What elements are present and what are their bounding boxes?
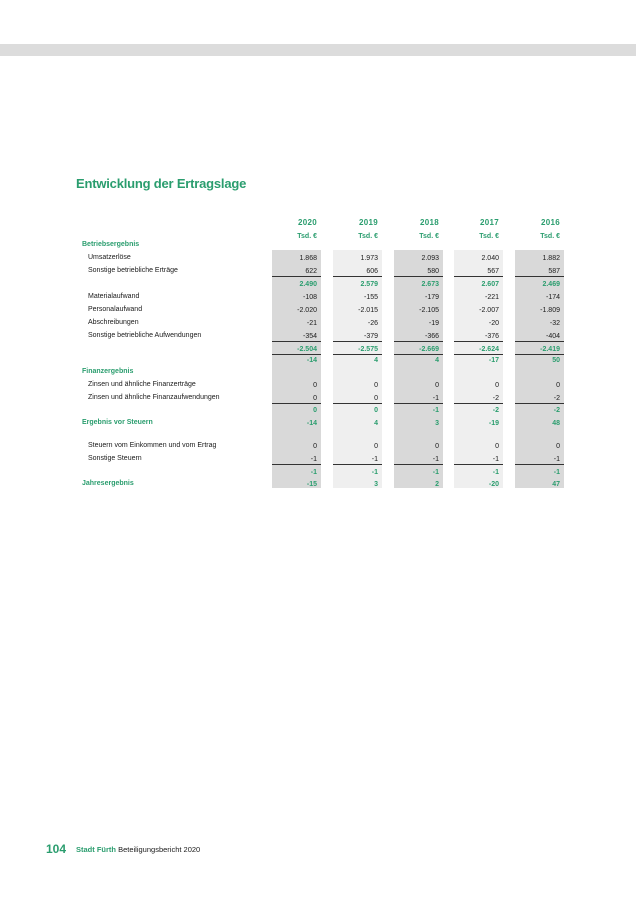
table-cell: -2.504 <box>272 344 321 355</box>
footer-brand: Stadt Fürth <box>76 845 116 854</box>
table-cell: -19 <box>428 320 439 327</box>
section-heading: Jahresergebnis <box>82 480 134 487</box>
table-cell: 0 <box>313 382 317 389</box>
table-cell: 1.868 <box>299 255 317 262</box>
table-cell: -221 <box>484 294 499 301</box>
table-cell: -2 <box>553 407 560 414</box>
row-label: Steuern vom Einkommen und vom Ertrag <box>88 442 217 449</box>
table-cell: -379 <box>333 331 382 342</box>
year-header: 2020 <box>298 218 317 227</box>
table-cell: 0 <box>556 443 560 450</box>
table-cell: -2 <box>454 393 503 404</box>
table-cell: -376 <box>454 331 503 342</box>
table-cell: -1 <box>394 454 443 465</box>
table-cell: 580 <box>394 266 443 277</box>
table-cell: 606 <box>333 266 382 277</box>
table-cell: 2.673 <box>421 281 439 288</box>
table-cell: 0 <box>374 407 378 414</box>
table-cell: -1 <box>553 469 560 476</box>
table-cell: 2.469 <box>542 281 560 288</box>
table-cell: 0 <box>435 443 439 450</box>
row-label: Zinsen und ähnliche Finanzerträge <box>88 381 196 388</box>
year-header: 2017 <box>480 218 499 227</box>
section-heading: Finanzergebnis <box>82 368 134 375</box>
table-cell: 2 <box>435 481 439 488</box>
page-number: 104 <box>46 842 67 856</box>
table-cell: -2 <box>515 393 564 404</box>
table-cell: 567 <box>454 266 503 277</box>
table-cell: -2.624 <box>454 344 503 355</box>
unit-header: Tsd. € <box>419 233 439 240</box>
table-cell: 2.607 <box>481 281 499 288</box>
table-cell: -366 <box>394 331 443 342</box>
table-cell: -1 <box>371 469 378 476</box>
table-cell: -32 <box>549 320 560 327</box>
page-title: Entwicklung der Ertragslage <box>76 176 247 191</box>
table-cell: -20 <box>488 320 499 327</box>
table-cell: 587 <box>515 266 564 277</box>
table-cell: -155 <box>363 294 378 301</box>
table-cell: -108 <box>302 294 317 301</box>
table-cell: 0 <box>556 382 560 389</box>
header-bar <box>0 44 636 56</box>
table-cell: 47 <box>552 481 560 488</box>
unit-header: Tsd. € <box>540 233 560 240</box>
table-cell: -1 <box>432 469 439 476</box>
table-cell: 2.490 <box>299 281 317 288</box>
table-cell: -2.105 <box>419 307 439 314</box>
unit-header: Tsd. € <box>297 233 317 240</box>
table-cell: 0 <box>272 393 321 404</box>
footer-text <box>76 845 200 854</box>
table-cell: -14 <box>306 420 317 427</box>
footer-report-title: Beteiligungsbericht 2020 <box>116 845 201 854</box>
table-cell: -14 <box>306 357 317 364</box>
table-cell: 2.093 <box>421 255 439 262</box>
year-header: 2019 <box>359 218 378 227</box>
table-cell: 4 <box>435 357 439 364</box>
table-cell: 4 <box>374 420 378 427</box>
table-cell: 0 <box>435 382 439 389</box>
table-cell: -179 <box>424 294 439 301</box>
table-cell: 0 <box>374 443 378 450</box>
table-cell: 4 <box>374 357 378 364</box>
table-cell: -354 <box>272 331 321 342</box>
table-cell: -26 <box>367 320 378 327</box>
table-cell: -404 <box>515 331 564 342</box>
row-label: Sonstige betriebliche Aufwendungen <box>88 332 202 339</box>
row-label: Sonstige Steuern <box>88 455 142 462</box>
table-cell: -2 <box>492 407 499 414</box>
table-cell: -2.015 <box>358 307 378 314</box>
table-cell: 3 <box>374 481 378 488</box>
table-cell: 2.040 <box>481 255 499 262</box>
table-cell: 0 <box>313 443 317 450</box>
section-heading: Ergebnis vor Steuern <box>82 419 153 426</box>
table-cell: -17 <box>488 357 499 364</box>
unit-header: Tsd. € <box>479 233 499 240</box>
table-cell: -1 <box>515 454 564 465</box>
table-cell: -174 <box>545 294 560 301</box>
table-cell: 1.973 <box>360 255 378 262</box>
table-cell: 622 <box>272 266 321 277</box>
table-cell: -2.020 <box>297 307 317 314</box>
row-label: Zinsen und ähnliche Finanzaufwendungen <box>88 394 220 401</box>
table-cell: 2.579 <box>360 281 378 288</box>
table-cell: -15 <box>306 481 317 488</box>
section-heading: Betriebsergebnis <box>82 241 140 248</box>
table-cell: 0 <box>333 393 382 404</box>
table-cell: 0 <box>495 443 499 450</box>
table-cell: -19 <box>488 420 499 427</box>
table-cell: -2.669 <box>394 344 443 355</box>
row-label: Personalaufwand <box>88 306 143 313</box>
table-cell: -2.419 <box>515 344 564 355</box>
table-cell: -1 <box>272 454 321 465</box>
table-cell: -2.575 <box>333 344 382 355</box>
table-cell: 1.882 <box>542 255 560 262</box>
table-cell: -1 <box>333 454 382 465</box>
row-label: Abschreibungen <box>88 319 139 326</box>
row-label: Materialaufwand <box>88 293 140 300</box>
unit-header: Tsd. € <box>358 233 378 240</box>
table-cell: 0 <box>495 382 499 389</box>
table-cell: 48 <box>552 420 560 427</box>
table-cell: -20 <box>488 481 499 488</box>
year-header: 2018 <box>420 218 439 227</box>
table-cell: 0 <box>374 382 378 389</box>
year-header: 2016 <box>541 218 560 227</box>
table-cell: 50 <box>552 357 560 364</box>
table-cell: -1 <box>492 469 499 476</box>
row-label: Sonstige betriebliche Erträge <box>88 267 178 274</box>
table-cell: -1 <box>432 407 439 414</box>
table-cell: -1.809 <box>540 307 560 314</box>
table-cell: -21 <box>306 320 317 327</box>
table-cell: -2.007 <box>479 307 499 314</box>
row-label: Umsatzerlöse <box>88 254 131 261</box>
table-cell: -1 <box>310 469 317 476</box>
table-cell: -1 <box>394 393 443 404</box>
table-cell: -1 <box>454 454 503 465</box>
table-cell: 0 <box>313 407 317 414</box>
table-cell: 3 <box>435 420 439 427</box>
